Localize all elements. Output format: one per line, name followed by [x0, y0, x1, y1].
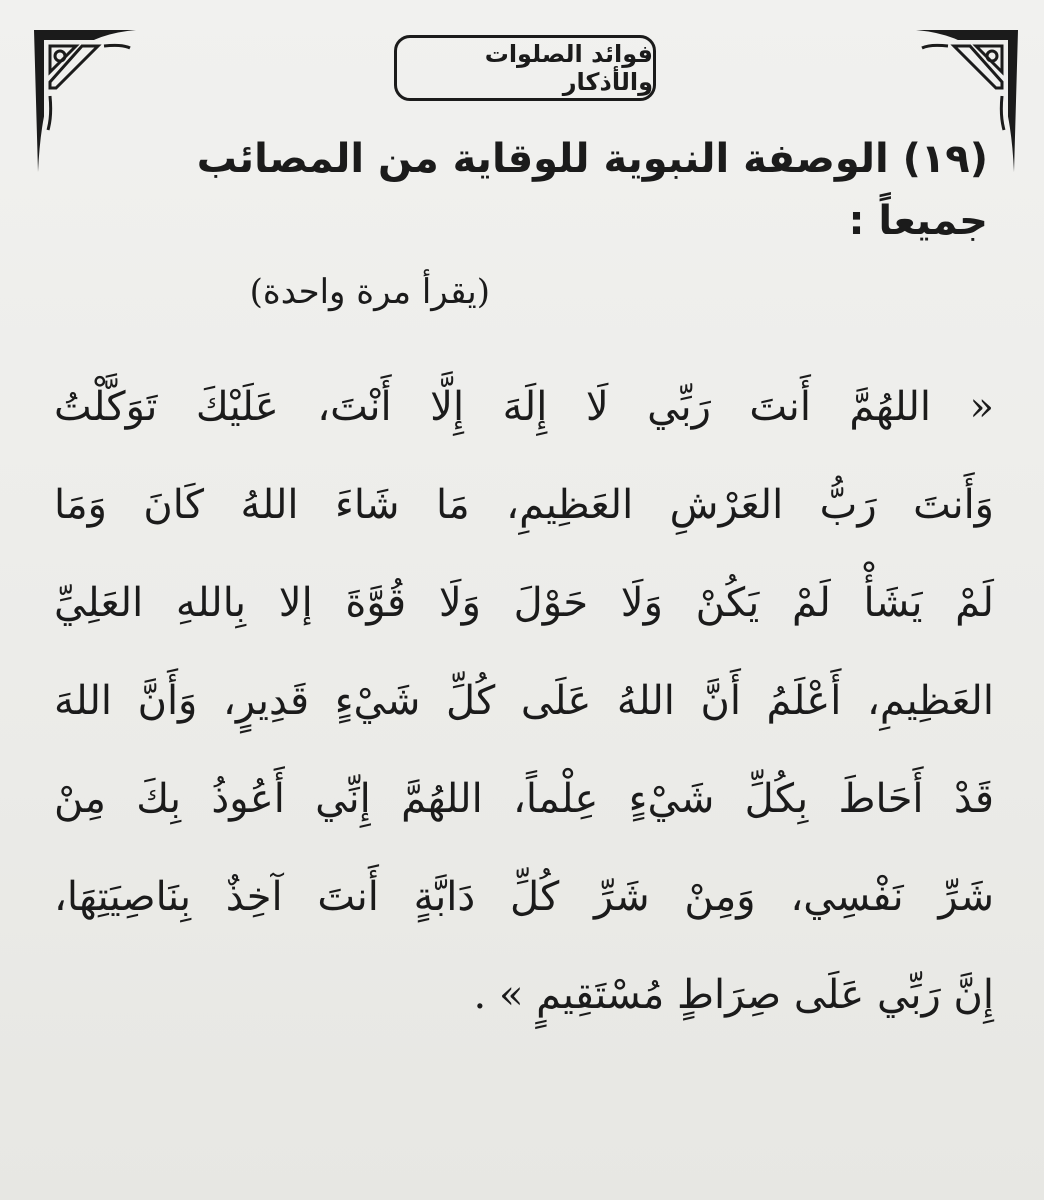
running-head-frame — [394, 35, 656, 101]
recitation-instruction: (يقرأ مرة واحدة) — [249, 272, 490, 312]
supplication-line: إِنَّ رَبِّي عَلَى صِرَاطٍ مُسْتَقِيمٍ » . — [473, 972, 994, 1018]
supplication-line: شَرِّ نَفْسِي، وَمِنْ شَرِّ كُلِّ دَابَّةٍ أَنتَ آخِذٌ بِنَاصِيَتِهَا، — [54, 874, 994, 920]
section-heading: (١٩) الوصفة النبوية للوقاية من المصائب جميعاً : — [196, 136, 988, 244]
running-head-title: فوائد الصلوات والأذكار — [484, 40, 653, 96]
supplication-text — [54, 358, 994, 1044]
supplication-line: العَظِيمِ، أَعْلَمُ أَنَّ اللهُ عَلَى كُلِّ شَيْءٍ قَدِيرٍ، وَأَنَّ اللهَ — [54, 678, 994, 724]
supplication-line: « اللهُمَّ أَنتَ رَبِّي لَا إِلَهَ إِلَّا أَنْتَ، عَلَيْكَ تَوَكَّلْتُ — [54, 384, 994, 430]
supplication-line: قَدْ أَحَاطَ بِكُلِّ شَيْءٍ عِلْماً، اللهُمَّ إِنِّي أَعُوذُ بِكَ مِنْ — [54, 776, 994, 822]
supplication-line: لَمْ يَشَأْ لَمْ يَكُنْ وَلَا حَوْلَ وَلَا قُوَّةَ إلا بِاللهِ العَلِيِّ — [54, 580, 994, 626]
supplication-line: وَأَنتَ رَبُّ العَرْشِ العَظِيمِ، مَا شَاءَ اللهُ كَانَ وَمَا — [54, 482, 994, 528]
